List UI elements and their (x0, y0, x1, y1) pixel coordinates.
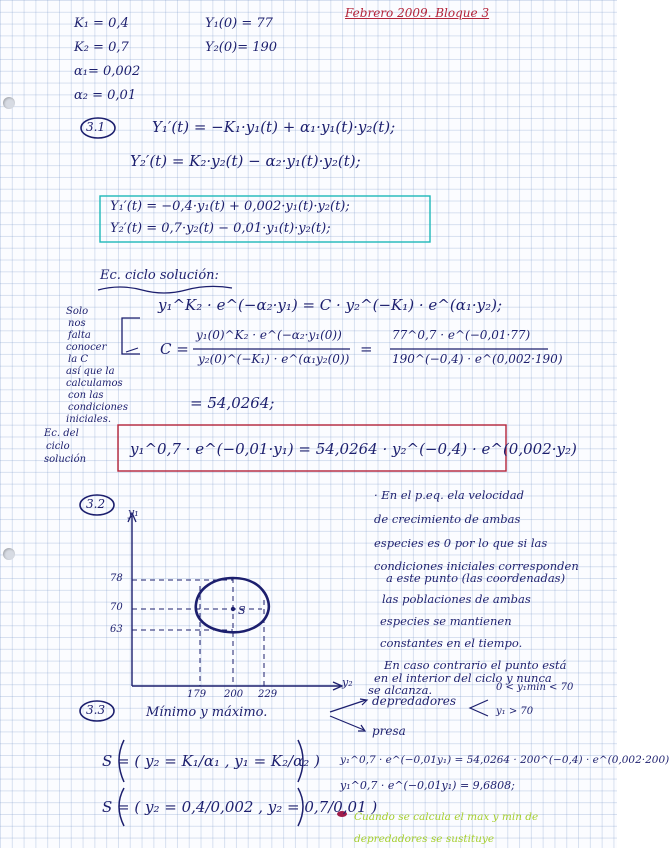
x-tick: 229 (258, 689, 278, 700)
inequality-min: 0 < y₁min < 70 (496, 682, 574, 693)
side-note-line: nos (68, 318, 86, 329)
note-line: · En el p.eq. ela velocidad (374, 488, 524, 502)
note-line: En caso contrario el punto está (384, 658, 567, 672)
arrow-depredadores (330, 700, 366, 712)
side-note-line: condiciones (68, 402, 128, 413)
side-note-line: con las (68, 390, 104, 401)
note-line: constantes en el tiempo. (380, 636, 523, 650)
calc-line-1: y₁^0,7 · e^(−0,01y₁) = 54,0264 · 200^(−0,4) · e^(0,002·200) (340, 754, 669, 766)
side-note-line: así que la (66, 366, 115, 377)
x-axis-label: y₂ (342, 676, 353, 689)
cycle-curve (196, 578, 269, 632)
calc-line-2: y₁^0,7 · e^(−0,01y₁) = 9,6808; (340, 779, 515, 792)
final-label-line: ciclo (46, 441, 70, 452)
y-axis-label: y₁ (128, 506, 139, 519)
inequality-max: y₁ > 70 (496, 706, 534, 717)
ode-numeric-1: Y₁′(t) = −0,4·y₁(t) + 0,002·y₁(t)·y₂(t); (110, 199, 350, 214)
cycle-equation: y₁^K₂ · e^(−α₂·y₁) = C · y₂^(−K₁) · e^(α₁·y₂); (158, 296, 503, 314)
arrow-label-presa: presa (372, 724, 406, 738)
arrow-label-depredadores: depredadores (372, 694, 457, 708)
equilibrium-numeric: S = ( y₂ = 0,4/0,002 , y₂ = 0,7/0,01 ) (102, 798, 378, 816)
final-label-line: Ec. del (44, 428, 79, 439)
section-label-3-1: 3.1 (86, 120, 106, 134)
c-denominator: y₂(0)^(−K₁) · e^(α₁y₂(0)) (198, 352, 350, 366)
x-tick: 200 (224, 689, 244, 700)
green-note: Cuando se calcula el max y min de depredadores se sustituye (354, 811, 539, 845)
ode-2: Y₂′(t) = K₂·y₂(t) − α₂·y₁(t)·y₂(t); (130, 152, 361, 170)
y-tick: 63 (110, 624, 123, 635)
heading-underline (98, 286, 232, 293)
x-tick: 179 (187, 689, 207, 700)
equilibrium-point (231, 607, 235, 611)
side-note-line: Solo (66, 306, 89, 317)
param-k1: K₁ = 0,4 (74, 16, 129, 31)
c-numerator-numeric: 77^0,7 · e^(−0,01·77) (392, 328, 531, 342)
min-max-heading: Mínimo y máximo. (146, 705, 268, 720)
note-line: se alcanza. (368, 683, 433, 697)
y-tick: 70 (110, 602, 123, 613)
section-label-3-2: 3.2 (86, 497, 106, 511)
side-note-line: conocer (66, 342, 107, 353)
ode-1: Y₁′(t) = −K₁·y₁(t) + α₁·y₁(t)·y₂(t); (152, 118, 396, 136)
final-cycle-equation: y₁^0,7 · e^(−0,01·y₁) = 54,0264 · y₂^(−0,4) · e^(0,002·y₂) (130, 440, 577, 458)
y-tick: 78 (110, 573, 123, 584)
note-line: a este punto (las coordenadas) (386, 571, 566, 585)
branch-arrow (470, 700, 488, 716)
note-line: las poblaciones de ambas (382, 592, 531, 606)
note-line: especies es 0 por lo que si las (374, 536, 548, 550)
note-line: especies se mantienen (380, 614, 512, 628)
equals: = (360, 340, 373, 358)
param-y1-0: Y₁(0) = 77 (205, 16, 273, 31)
c-eq-left: C = (160, 340, 189, 358)
param-a2: α₂ = 0,01 (74, 88, 137, 103)
note-line: condiciones iniciales corresponden (374, 559, 579, 573)
ode-numeric-2: Y₂′(t) = 0,7·y₂(t) − 0,01·y₁(t)·y₂(t); (110, 221, 331, 236)
section-label-3-3: 3.3 (86, 703, 106, 717)
c-numerator: y₁(0)^K₂ · e^(−α₂·y₁(0)) (196, 328, 342, 342)
param-y2-0: Y₂(0)= 190 (205, 40, 278, 55)
note-line: de crecimiento de ambas (374, 512, 521, 526)
param-a1: α₁= 0,002 (74, 64, 141, 79)
final-label-line: solución (44, 454, 87, 465)
page-title: Febrero 2009. Bloque 3 (345, 6, 490, 20)
cycle-heading: Ec. ciclo solución: (100, 268, 219, 283)
note-line: en el interior del ciclo y nunca (374, 671, 552, 685)
side-note-line: la C (68, 354, 88, 365)
side-note-line: calculamos (66, 378, 123, 389)
c-value: = 54,0264; (190, 394, 275, 412)
side-note-line: iniciales. (66, 414, 112, 425)
arrow-presa (330, 716, 364, 730)
c-denominator-numeric: 190^(−0,4) · e^(0,002·190) (392, 352, 563, 366)
side-note-line: falta (68, 330, 91, 341)
equilibrium-formula: S = ( y₂ = K₁/α₁ , y₁ = K₂/α₂ ) (102, 752, 320, 770)
param-k2: K₂ = 0,7 (74, 40, 129, 55)
equilibrium-label: S (238, 604, 246, 617)
